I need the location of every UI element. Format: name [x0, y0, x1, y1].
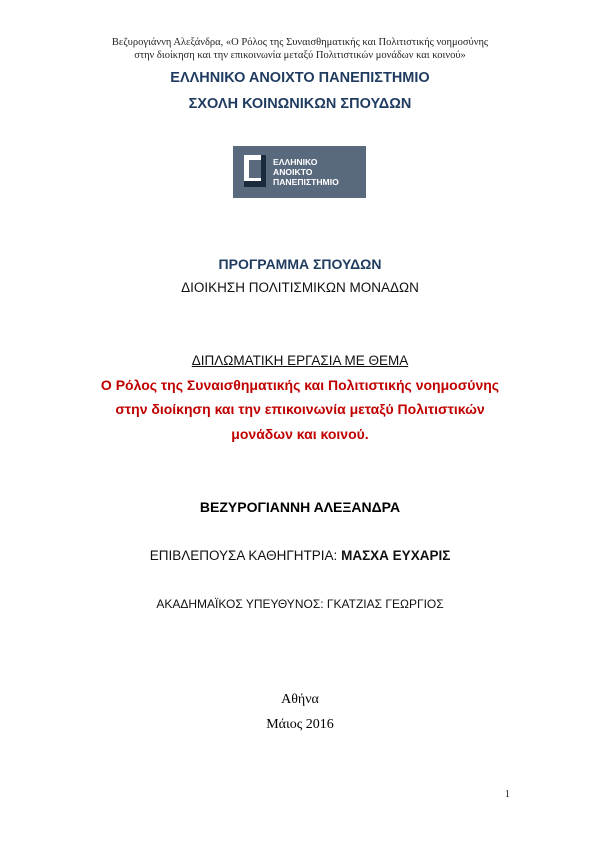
- running-header-line-2: στην διοίκηση και την επικοινωνία μεταξύ Πολιτιστικών μονάδων και κοινού»: [134, 50, 466, 61]
- page-number: 1: [504, 789, 510, 800]
- thesis-label: [0, 353, 600, 368]
- university-name: ΕΛΛΗΝΙΚΟ ΑΝΟΙΧΤΟ ΠΑΝΕΠΙΣΤΗΜΙΟ: [170, 70, 430, 86]
- program-name: ΔΙΟΙΚΗΣΗ ΠΟΛΙΤΙΣΜΙΚΩΝ ΜΟΝΑΔΩΝ: [181, 280, 419, 295]
- program-label: ΠΡΟΓΡΑΜΜΑ ΣΠΟΥΔΩΝ: [218, 256, 382, 272]
- date: Μάιος 2016: [266, 717, 334, 732]
- thesis-label-text: ΔΙΠΛΩΜΑΤΙΚΗ ΕΡΓΑΣΙΑ ΜΕ ΘΕΜΑ: [191, 353, 409, 368]
- author-name: ΒΕΖΥΡΟΓΙΑΝΝΗ ΑΛΕΞΑΝΔΡΑ: [199, 499, 401, 515]
- running-header: [0, 36, 600, 62]
- thesis-title-line-3: μονάδων και κοινού.: [231, 426, 369, 442]
- thesis-title-line-1: Ο Ρόλος της Συναισθηματικής και Πολιτιστικής νοημοσύνης: [100, 377, 500, 393]
- university-logo: [233, 146, 366, 198]
- supervisor-name: ΜΑΣΧΑ ΕΥΧΑΡΙΣ: [341, 548, 451, 563]
- supervisor-label: ΕΠΙΒΛΕΠΟΥΣΑ ΚΑΘΗΓΗΤΡΙΑ:: [149, 548, 338, 563]
- logo-text-line-1: ΕΛΛΗΝΙΚΟ: [273, 157, 318, 167]
- running-header-line-1: Βεζυρογιάννη Αλεξάνδρα, «Ο Ρόλος της Συναισθηματικής και Πολιτιστικής νοημοσύνης: [111, 37, 489, 48]
- logo-text-line-3: ΠΑΝΕΠΙΣΤΗΜΙΟ: [273, 177, 339, 187]
- logo-bracket-icon: [244, 155, 266, 187]
- place: Αθήνα: [281, 692, 319, 707]
- logo-text: [273, 157, 339, 187]
- academic-responsible: ΑΚΑΔΗΜΑΪΚΟΣ ΥΠΕΥΘΥΝΟΣ: ΓΚΑΤΖΙΑΣ ΓΕΩΡΓΙΟΣ: [156, 597, 444, 611]
- supervisor: [0, 548, 600, 563]
- thesis-title-line-2: στην διοίκηση και την επικοινωνία μεταξύ Πολιτιστικών: [115, 401, 485, 417]
- school-name: ΣΧΟΛΗ ΚΟΙΝΩΝΙΚΩΝ ΣΠΟΥΔΩΝ: [188, 96, 412, 112]
- logo-text-line-2: ΑΝΟΙΚΤΟ: [273, 167, 313, 177]
